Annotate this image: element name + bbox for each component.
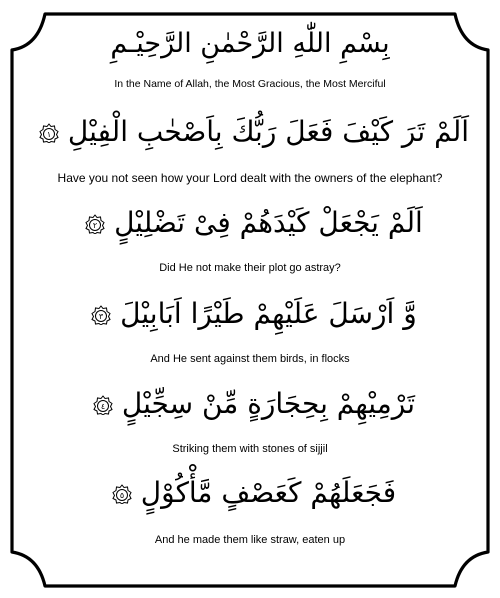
verse-2-arabic	[20, 203, 480, 243]
verse-1-text: اَلَمْ تَرَ كَيْفَ فَعَلَ رَبُّكَ بِاَصْحٰبِ الْفِيْلِ	[67, 115, 470, 148]
verse-3-arabic	[20, 294, 480, 334]
verse-3-text: وَّ اَرْسَلَ عَلَيْهِمْ طَيْرًا اَبَابِيْلَ	[120, 297, 417, 330]
verse-end-marker-icon	[39, 123, 59, 143]
verse-1-arabic	[20, 112, 480, 152]
verse-end-marker-icon	[85, 214, 105, 234]
bismillah-translation: In the Name of Allah, the Most Gracious, the Most Merciful	[114, 78, 386, 90]
verse-2-text: اَلَمْ يَجْعَلْ كَيْدَهُمْ فِىْ تَضْلِيْلٍ	[114, 206, 423, 239]
verse-number: ٢	[93, 221, 98, 230]
verse-end-marker-icon	[112, 484, 132, 504]
verse-number: ٥	[119, 491, 125, 500]
verse-number: ٣	[99, 312, 104, 321]
verse-5-translation: And he made them like straw, eaten up	[154, 534, 346, 546]
verse-4-translation: Striking them with stones of sijjil	[172, 443, 328, 455]
bismillah-arabic: بِسْمِ اللّٰهِ الرَّحْمٰنِ الرَّحِيْـمِ	[110, 28, 390, 59]
verse-5-arabic	[20, 473, 480, 513]
verse-4-arabic	[20, 384, 480, 424]
verse-end-marker-icon	[91, 305, 111, 325]
verse-number: ٤	[100, 402, 106, 411]
verse-end-marker-icon	[93, 395, 113, 415]
verse-2-translation: Did He not make their plot go astray?	[159, 262, 341, 274]
verse-1-translation: Have you not seen how your Lord dealt with the owners of the elephant?	[57, 171, 443, 185]
verse-4-text: تَرْمِيْهِمْ بِحِجَارَةٍ مِّنْ سِجِّيْلٍ	[121, 387, 415, 420]
verse-5-text: فَجَعَلَهُمْ كَعَصْفٍ مَّأْكُوْلٍ	[140, 476, 397, 509]
verse-3-translation: And He sent against them birds, in flocks	[150, 353, 350, 365]
verse-number: ١	[46, 130, 52, 139]
